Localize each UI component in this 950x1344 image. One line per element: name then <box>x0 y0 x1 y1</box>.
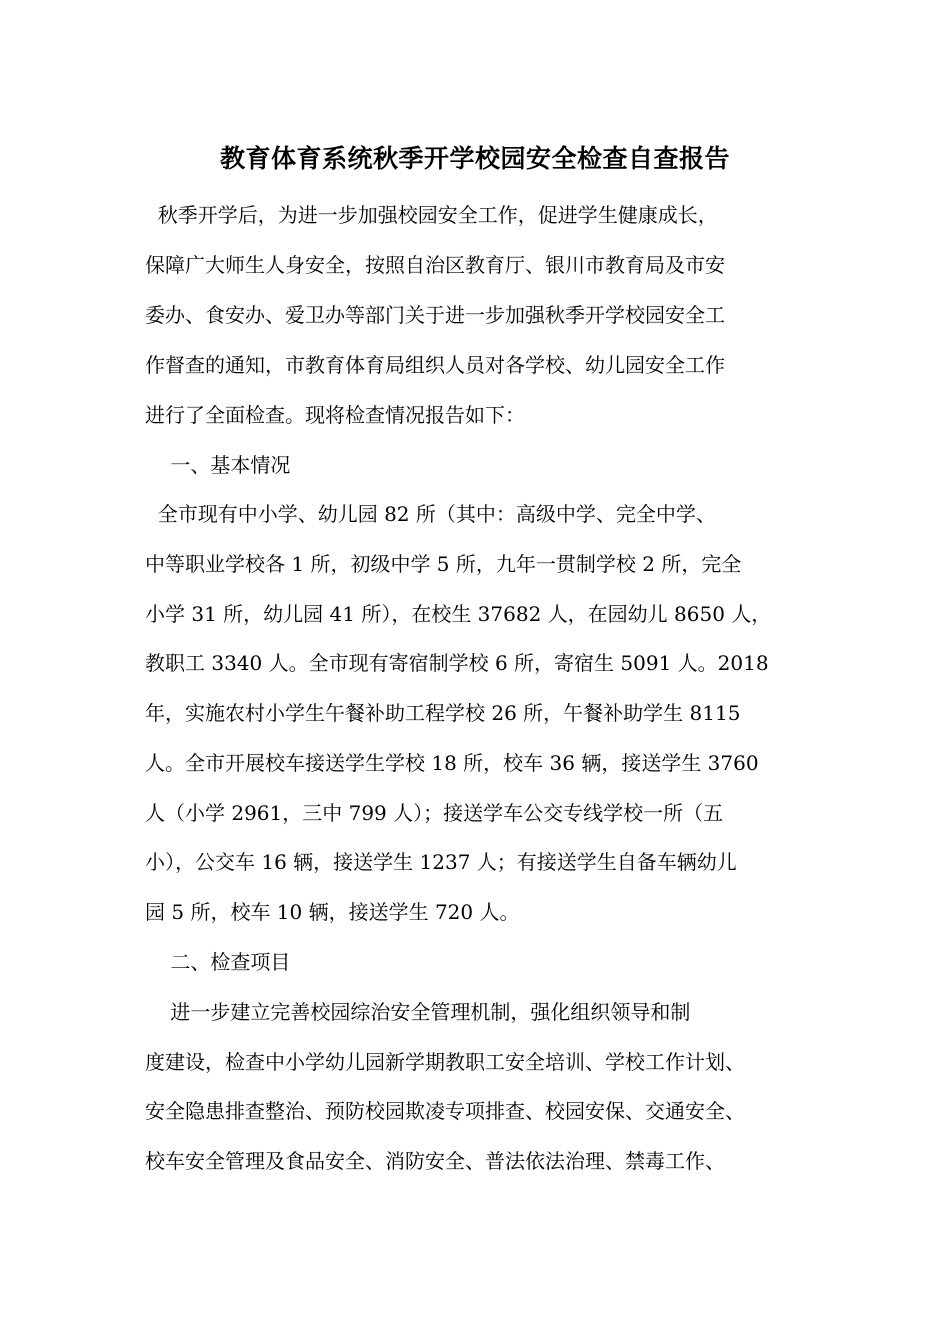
para-2-line-6: 人。全市开展校车接送学生学校 18 所，校车 36 辆，接送学生 3760 <box>145 751 759 775</box>
section-heading-1: 一、基本情况 <box>145 453 291 477</box>
para-2-line-3: 小学 31 所，幼儿园 41 所），在校生 37682 人，在园幼儿 8650 人， <box>145 602 772 626</box>
para-1-line-5: 进行了全面检查。现将检查情况报告如下： <box>145 403 525 427</box>
para-3-line-2: 度建设，检查中小学幼儿园新学期教职工安全培训、学校工作计划、 <box>145 1050 745 1074</box>
para-3-line-3: 安全隐患排查整治、预防校园欺凌专项排查、校园安保、交通安全、 <box>145 1099 745 1123</box>
para-3-line-4: 校车安全管理及食品安全、消防安全、普法依法治理、禁毒工作、 <box>145 1149 725 1173</box>
para-1-line-4: 作督查的通知，市教育体育局组织人员对各学校、幼儿园安全工作 <box>145 353 725 377</box>
para-1-line-2: 保障广大师生人身安全，按照自治区教育厅、银川市教育局及市安 <box>145 253 725 277</box>
para-1-line-3: 委办、食安办、爱卫办等部门关于进一步加强秋季开学校园安全工 <box>145 303 725 327</box>
para-2-line-7: 人（小学 2961，三中 799 人）；接送学车公交专线学校一所（五 <box>145 801 724 825</box>
para-2-line-8: 小），公交车 16 辆，接送学生 1237 人；有接送学生自备车辆幼儿 <box>145 850 737 874</box>
para-2-line-1: 全市现有中小学、幼儿园 82 所（其中：高级中学、完全中学、 <box>145 502 716 526</box>
document-title: 教育体育系统秋季开学校园安全检查自查报告 <box>219 144 730 173</box>
section-heading-2: 二、检查项目 <box>145 950 291 974</box>
para-2-line-9: 园 5 所，校车 10 辆，接送学生 720 人。 <box>145 900 520 924</box>
para-2-line-2: 中等职业学校各 1 所，初级中学 5 所，九年一贯制学校 2 所，完全 <box>145 552 742 576</box>
para-2-line-5: 年，实施农村小学生午餐补助工程学校 26 所，午餐补助学生 8115 <box>145 701 741 725</box>
para-2-line-4: 教职工 3340 人。全市现有寄宿制学校 6 所，寄宿生 5091 人。2018 <box>145 651 769 675</box>
para-3-line-1: 进一步建立完善校园综治安全管理机制，强化组织领导和制 <box>145 1000 691 1024</box>
para-1-line-1: 秋季开学后，为进一步加强校园安全工作，促进学生健康成长， <box>145 203 718 227</box>
